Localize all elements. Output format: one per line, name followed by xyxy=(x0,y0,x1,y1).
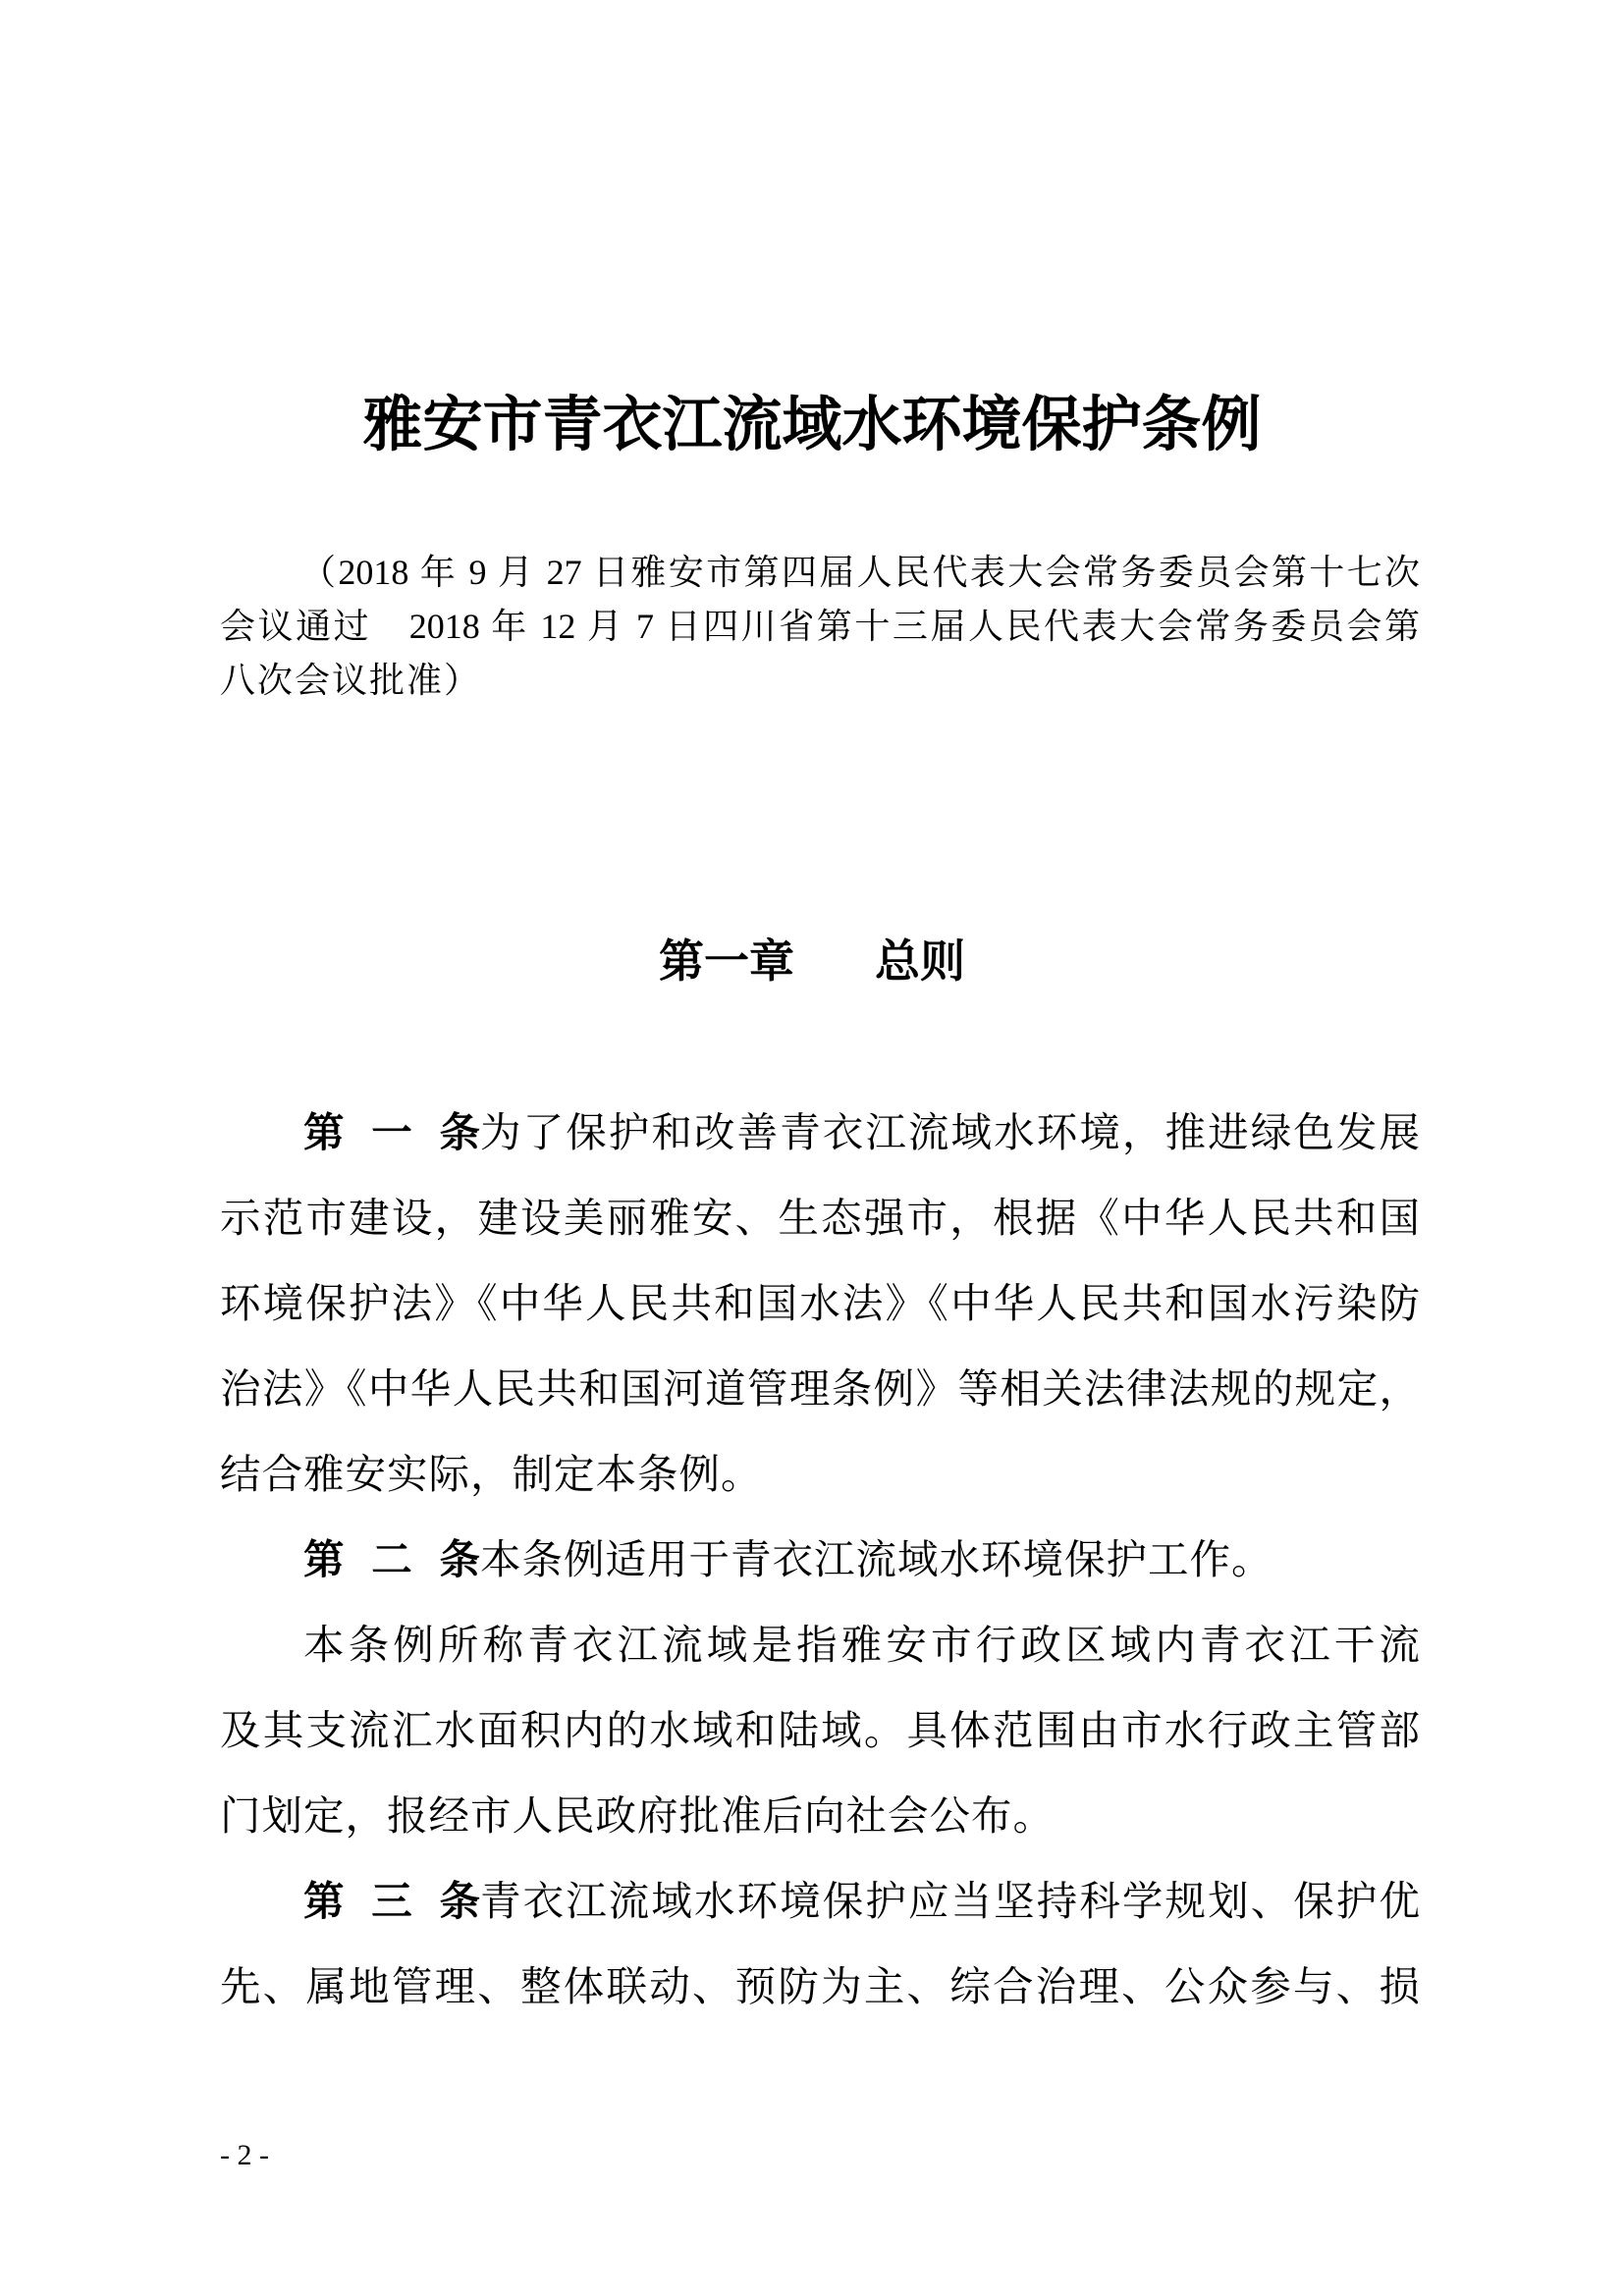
chapter-heading xyxy=(0,932,1624,990)
article-label: 第二条 xyxy=(303,1535,480,1583)
article-2 xyxy=(220,1517,1420,1602)
adoption-note xyxy=(220,546,1420,708)
document-body xyxy=(220,1090,1420,2029)
article-first-line xyxy=(220,1517,1420,1602)
paragraph-line: 青衣江流域水环境保护应当坚持科学规划、保护优 xyxy=(480,1877,1420,1925)
article-first-line xyxy=(220,1090,1420,1175)
paragraph-line: 治法》《中华人民共和国河道管理条例》等相关法律法规的规定， xyxy=(220,1364,1420,1413)
paragraph-line: 结合雅安实际，制定本条例。 xyxy=(220,1450,763,1498)
adoption-note-line: 八次会议批准） xyxy=(220,661,482,700)
article-label: 第三条 xyxy=(303,1877,480,1925)
paragraph-line: 先、属地管理、整体联动、预防为主、综合治理、公众参与、损 xyxy=(220,1962,1420,2010)
adoption-note-line: （2018 年 9 月 27 日雅安市第四届人民代表大会常务委员会第十七次 xyxy=(300,553,1420,592)
chapter-name: 总则 xyxy=(875,934,965,988)
paragraph-line: 为了保护和改善青衣江流域水环境，推进绿色发展 xyxy=(480,1108,1420,1156)
paragraph-line: 门划定，报经市人民政府批准后向社会公布。 xyxy=(220,1791,1056,1840)
paragraph-line: 环境保护法》《中华人民共和国水法》《中华人民共和国水污染防 xyxy=(220,1279,1420,1327)
paragraph-line: 示范市建设，建设美丽雅安、生态强市，根据《中华人民共和国 xyxy=(220,1194,1420,1242)
adoption-note-line: 会议通过 2018 年 12 月 7 日四川省第十三届人民代表大会常务委员会第 xyxy=(220,607,1420,646)
article-label: 第一条 xyxy=(303,1108,480,1156)
page-number: - 2 - xyxy=(220,2139,269,2171)
article-2-paragraph-2 xyxy=(220,1602,1420,1858)
article-3 xyxy=(220,1858,1420,2029)
paragraph-line: 本条例所称青衣江流域是指雅安市行政区域内青衣江干流 xyxy=(303,1621,1420,1669)
paragraph-line: 及其支流汇水面积内的水域和陆域。具体范围由市水行政主管部 xyxy=(220,1706,1420,1754)
paragraph-line: 本条例适用于青衣江流域水环境保护工作。 xyxy=(480,1535,1273,1583)
article-1 xyxy=(220,1090,1420,1517)
document-title: 雅安市青衣江流域水环境保护条例 xyxy=(362,390,1262,459)
article-first-line xyxy=(220,1858,1420,1944)
chapter-number: 第一章 xyxy=(659,934,794,988)
